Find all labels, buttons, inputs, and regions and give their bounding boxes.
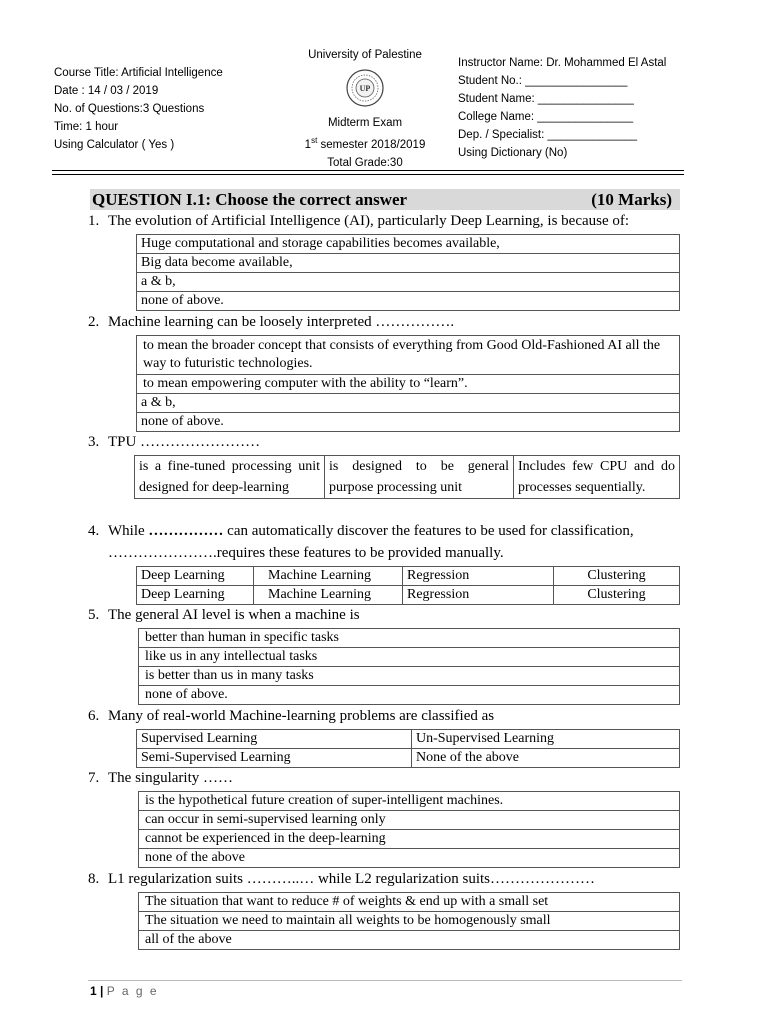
exam-type: Midterm Exam [327, 117, 403, 129]
question-3: 3. TPU …………………… [88, 434, 261, 450]
university-name: University of Palestine [308, 49, 422, 61]
college-name-field: College Name: _______________ [458, 111, 634, 123]
option-q1-a[interactable]: Huge computational and storage capabilities becomes available, [137, 235, 680, 254]
question-7: 7. The singularity …… [88, 770, 233, 786]
student-name-field: Student Name: _______________ [458, 93, 634, 105]
question-count: No. of Questions:3 Questions [54, 103, 205, 115]
header-divider-top [52, 170, 684, 171]
option-q7-b[interactable]: can occur in semi-supervised learning only [139, 811, 680, 830]
option-q4-r1-d[interactable]: Clustering [554, 567, 680, 586]
page-number: 1 [90, 984, 97, 998]
semester: 1st semester 2018/2019 [304, 136, 426, 151]
question-3-text: TPU …………………… [108, 434, 261, 450]
option-q3-a[interactable]: is a fine-tuned processing unit designed for deep-learning [135, 456, 325, 499]
option-q3-b[interactable]: is designed to be general purpose processing unit [325, 456, 514, 499]
section-marks: (10 Marks) [591, 190, 672, 209]
question-4-options [136, 566, 680, 605]
logo-lettering: UP [359, 84, 371, 93]
course-info-block [54, 64, 223, 154]
course-title: Course Title: Artificial Intelligence [54, 67, 223, 79]
option-q6-a[interactable]: Supervised Learning [137, 730, 412, 749]
option-q5-b[interactable]: like us in any intellectual tasks [139, 648, 680, 667]
section-title: QUESTION I.1: Choose the correct answer [92, 190, 408, 209]
question-8-options [138, 892, 680, 950]
option-q1-c[interactable]: a & b, [137, 273, 680, 292]
question-7-options [138, 791, 680, 868]
department-field: Dep. / Specialist: ______________ [458, 129, 638, 141]
question-7-text: The singularity …… [108, 770, 233, 786]
option-q4-r2-c[interactable]: Regression [403, 586, 554, 605]
student-info-block [458, 54, 666, 162]
student-number-field: Student No.: ________________ [458, 75, 628, 87]
page-footer [90, 984, 159, 998]
option-q6-b[interactable]: Un-Supervised Learning [412, 730, 680, 749]
university-block [280, 46, 450, 172]
page-label: P a g e [106, 984, 159, 998]
option-q2-d[interactable]: none of above. [137, 413, 680, 432]
question-2-options [136, 335, 680, 432]
question-5-options [138, 628, 680, 705]
option-q4-r1-b[interactable]: Machine Learning [254, 567, 403, 586]
calculator-policy: Using Calculator ( Yes ) [54, 139, 175, 151]
instructor-name: Instructor Name: Dr. Mohammed El Astal [458, 57, 667, 69]
option-q7-a[interactable]: is the hypothetical future creation of super-intelligent machines. [139, 792, 680, 811]
question-5: 5. The general AI level is when a machine is [88, 607, 360, 623]
question-1-text: The evolution of Artificial Intelligence (AI), particularly Deep Learning, is because of: [108, 213, 630, 229]
option-q4-r2-b[interactable]: Machine Learning [254, 586, 403, 605]
total-grade: Total Grade:30 [327, 156, 403, 169]
option-q6-c[interactable]: Semi-Supervised Learning [137, 749, 412, 768]
option-q5-c[interactable]: is better than us in many tasks [139, 667, 680, 686]
option-q4-r2-a[interactable]: Deep Learning [137, 586, 254, 605]
option-q1-b[interactable]: Big data become available, [137, 254, 680, 273]
question-5-text: The general AI level is when a machine is [108, 607, 360, 623]
option-q2-a[interactable]: to mean the broader concept that consists of everything from Good Old-Fashioned AI all the way to futuristic technologies. [137, 336, 680, 375]
option-q8-a[interactable]: The situation that want to reduce # of weights & end up with a small set [139, 893, 680, 912]
question-1: 1. The evolution of Artificial Intelligence (AI), particularly Deep Learning, is because of: [88, 213, 630, 229]
dictionary-policy: Using Dictionary (No) [458, 147, 568, 159]
question-4: 4. While …………… can automatically discover the features to be used for classification, ………………….requires these features to be provided manually. [88, 520, 688, 564]
option-q6-d[interactable]: None of the above [412, 749, 680, 768]
question-8-text: L1 regularization suits ………..… while L2 regularization suits………………… [108, 871, 596, 887]
question-6: 6. Many of real-world Machine-learning problems are classified as [88, 708, 495, 724]
section-title-bar [90, 189, 680, 210]
exam-date: Date : 14 / 03 / 2019 [54, 85, 159, 97]
option-q2-c[interactable]: a & b, [137, 394, 680, 413]
footer-divider [88, 980, 682, 981]
question-6-text: Many of real-world Machine-learning problems are classified as [108, 708, 495, 724]
option-q1-d[interactable]: none of above. [137, 292, 680, 311]
option-q7-d[interactable]: none of the above [139, 849, 680, 868]
option-q4-r1-a[interactable]: Deep Learning [137, 567, 254, 586]
question-6-options [136, 729, 680, 768]
question-2: 2. Machine learning can be loosely interpreted ……………. [88, 314, 455, 330]
option-q5-a[interactable]: better than human in specific tasks [139, 629, 680, 648]
page-separator: | [96, 984, 107, 998]
question-2-text: Machine learning can be loosely interpreted ……………. [108, 314, 455, 330]
header-divider-bottom [52, 174, 684, 175]
option-q8-c[interactable]: all of the above [139, 931, 680, 950]
question-4-text-cont: ………………….requires these features to be provided manually. [108, 545, 504, 561]
question-3-options [134, 455, 680, 499]
option-q5-d[interactable]: none of above. [139, 686, 680, 705]
option-q3-c[interactable]: Includes few CPU and do processes sequentially. [514, 456, 680, 499]
option-q2-b[interactable]: to mean empowering computer with the ability to “learn”. [137, 375, 680, 394]
university-logo-icon [345, 68, 385, 108]
option-q4-r2-d[interactable]: Clustering [554, 586, 680, 605]
option-q8-b[interactable]: The situation we need to maintain all weights to be homogenously small [139, 912, 680, 931]
question-1-options [136, 234, 680, 311]
question-8: 8. L1 regularization suits ………..… while L2 regularization suits………………… [88, 871, 596, 887]
exam-time: Time: 1 hour [54, 121, 119, 133]
option-q4-r1-c[interactable]: Regression [403, 567, 554, 586]
option-q7-c[interactable]: cannot be experienced in the deep-learning [139, 830, 680, 849]
